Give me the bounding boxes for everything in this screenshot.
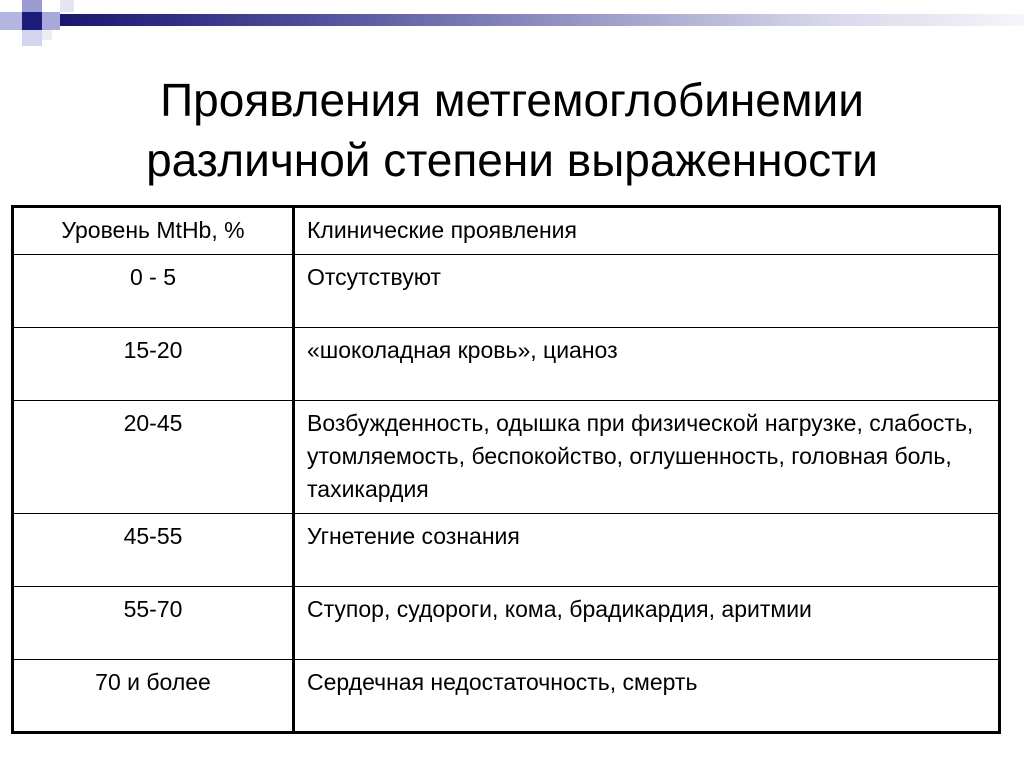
decor-square xyxy=(22,30,42,46)
table-row xyxy=(13,255,1000,328)
table-row xyxy=(13,587,1000,660)
header-decoration xyxy=(0,0,1024,60)
table-row xyxy=(13,660,1000,733)
decor-square xyxy=(22,12,42,30)
cell-mthb-level: 15-20 xyxy=(13,328,294,401)
decor-square xyxy=(60,0,74,12)
cell-mthb-level: 55-70 xyxy=(13,587,294,660)
mthb-table xyxy=(11,205,1001,734)
slide-title-line-1: Проявления метгемоглобинемии xyxy=(160,74,864,126)
slide-title xyxy=(0,70,1024,190)
cell-manifestations: Отсутствуют xyxy=(294,255,1000,328)
cell-mthb-level: 70 и более xyxy=(13,660,294,733)
decor-square xyxy=(22,0,42,12)
header-clinical-manifestations: Клинические проявления xyxy=(294,207,1000,255)
table-row xyxy=(13,328,1000,401)
table-row xyxy=(13,401,1000,514)
cell-mthb-level: 0 - 5 xyxy=(13,255,294,328)
decor-square xyxy=(42,30,52,40)
cell-manifestations: Угнетение сознания xyxy=(294,514,1000,587)
table-header-row xyxy=(13,207,1000,255)
table-row xyxy=(13,514,1000,587)
decor-square xyxy=(42,12,60,30)
cell-manifestations: Ступор, судороги, кома, брадикардия, аритмии xyxy=(294,587,1000,660)
cell-manifestations: Сердечная недостаточность, смерть xyxy=(294,660,1000,733)
cell-manifestations: Возбужденность, одышка при физической нагрузке, слабость, утомляемость, беспокойство, оглушенность, головная боль, тахикардия xyxy=(294,401,1000,514)
cell-mthb-level: 45-55 xyxy=(13,514,294,587)
decor-gradient-bar xyxy=(60,14,1024,26)
decor-square xyxy=(0,12,22,30)
slide-title-line-2: различной степени выраженности xyxy=(146,134,878,186)
header-mthb-level: Уровень MtHb, % xyxy=(13,207,294,255)
cell-manifestations: «шоколадная кровь», цианоз xyxy=(294,328,1000,401)
cell-mthb-level: 20-45 xyxy=(13,401,294,514)
